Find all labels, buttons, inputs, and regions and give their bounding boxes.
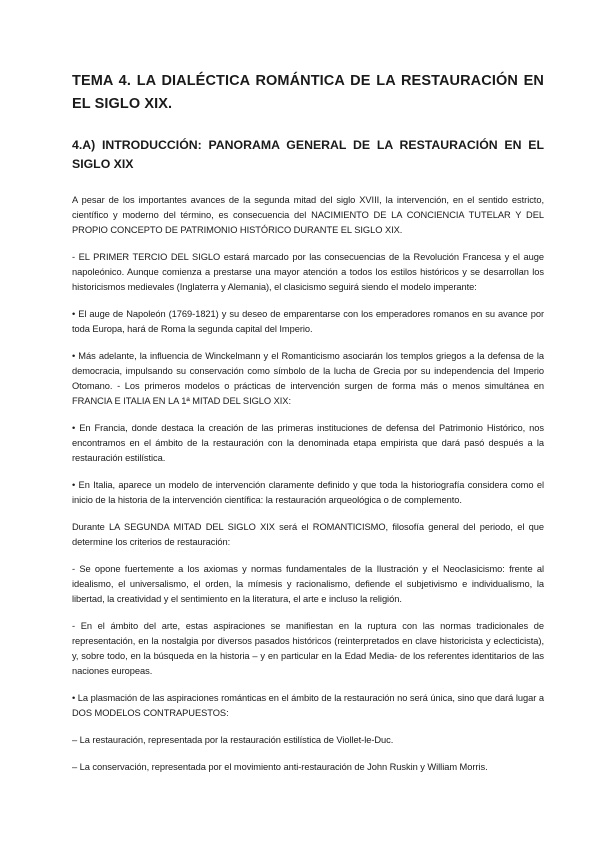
- paragraph-francia: • En Francia, donde destaca la creación de las primeras instituciones de defensa del Patrimonio Histórico, nos encontramos en el ámbito de la restauración con la denominada etapa empirista que dará pasó después a la restauración estilística.: [72, 423, 544, 463]
- paragraph-winckelmann: • Más adelante, la influencia de Winckelmann y el Romanticismo asociarán los templos griegos a la defensa de la democracia, impulsando su conservación como símbolo de la lucha de Grecia por su independencia del Imperio Otomano. - Los primeros modelos o prácticas de intervención surgen de forma más o menos simultánea en FRANCIA E ITALIA EN LA 1ª MITAD DEL SIGLO XIX:: [72, 351, 544, 406]
- section-heading: 4.A) INTRODUCCIÓN: PANORAMA GENERAL DE LA RESTAURACIÓN EN EL SIGLO XIX: [72, 138, 544, 171]
- paragraph-ambito-arte: - En el ámbito del arte, estas aspiraciones se manifiestan en la ruptura con las normas tradicionales de representación, en la nostalgia por diversos pasados históricos (reinterpretados en clave historicista y eclecticista), y, sobre todo, en la búsqueda en la historia – y en particular en la Edad Media- de los referentes identitarios de las naciones europeas.: [72, 621, 544, 676]
- paragraph-napoleon: • El auge de Napoleón (1769-1821) y su deseo de emparentarse con los emperadores romanos en su avance por toda Europa, hará de Roma la segunda capital del Imperio.: [72, 309, 544, 334]
- paragraph-plasmacion: • La plasmación de las aspiraciones románticas en el ámbito de la restauración no será única, sino que dará lugar a DOS MODELOS CONTRAPUESTOS:: [72, 693, 544, 718]
- paragraph-primer-tercio: - EL PRIMER TERCIO DEL SIGLO estará marcado por las consecuencias de la Revolución Francesa y el auge napoleónico. Aunque comienza a prestarse una mayor atención a todos los estilos históricos y se desarrollan los historicismos medievales (Inglaterra y Alemania), el clasicismo seguirá siendo el modelo imperante:: [72, 252, 544, 292]
- paragraph-conservacion: – La conservación, representada por el movimiento anti-restauración de John Ruskin y William Morris.: [72, 762, 488, 772]
- paragraph-intro: A pesar de los importantes avances de la segunda mitad del siglo XVIII, la intervención, en el sentido estricto, científico y moderno del término, es consecuencia del NACIMIENTO DE LA CONCIENCIA TUTELAR Y DEL PROPIO CONCEPTO DE PATRIMONIO HISTÓRICO DURANTE EL SIGLO XIX.: [72, 195, 544, 235]
- paragraph-italia: • En Italia, aparece un modelo de intervención claramente definido y que toda la historiografía considera como el inicio de la historia de la intervención científica: la restauración arqueológica o de complemento.: [72, 480, 544, 505]
- paragraph-segunda-mitad: Durante LA SEGUNDA MITAD DEL SIGLO XIX será el ROMANTICISMO, filosofía general del periodo, el que determine los criterios de restauración:: [72, 522, 544, 547]
- paragraph-opone: - Se opone fuertemente a los axiomas y normas fundamentales de la Ilustración y el Neoclasicismo: frente al idealismo, el universalismo, el orden, la mímesis y racionalismo, defiende el subjetivismo e individualismo, la libertad, la creatividad y el sentimiento en la literatura, el arte e incluso la religión.: [72, 564, 544, 604]
- paragraph-restauracion: – La restauración, representada por la restauración estilística de Viollet-le-Duc.: [72, 735, 394, 745]
- document-title: TEMA 4. LA DIALÉCTICA ROMÁNTICA DE LA RESTAURACIÓN EN EL SIGLO XIX.: [72, 73, 544, 112]
